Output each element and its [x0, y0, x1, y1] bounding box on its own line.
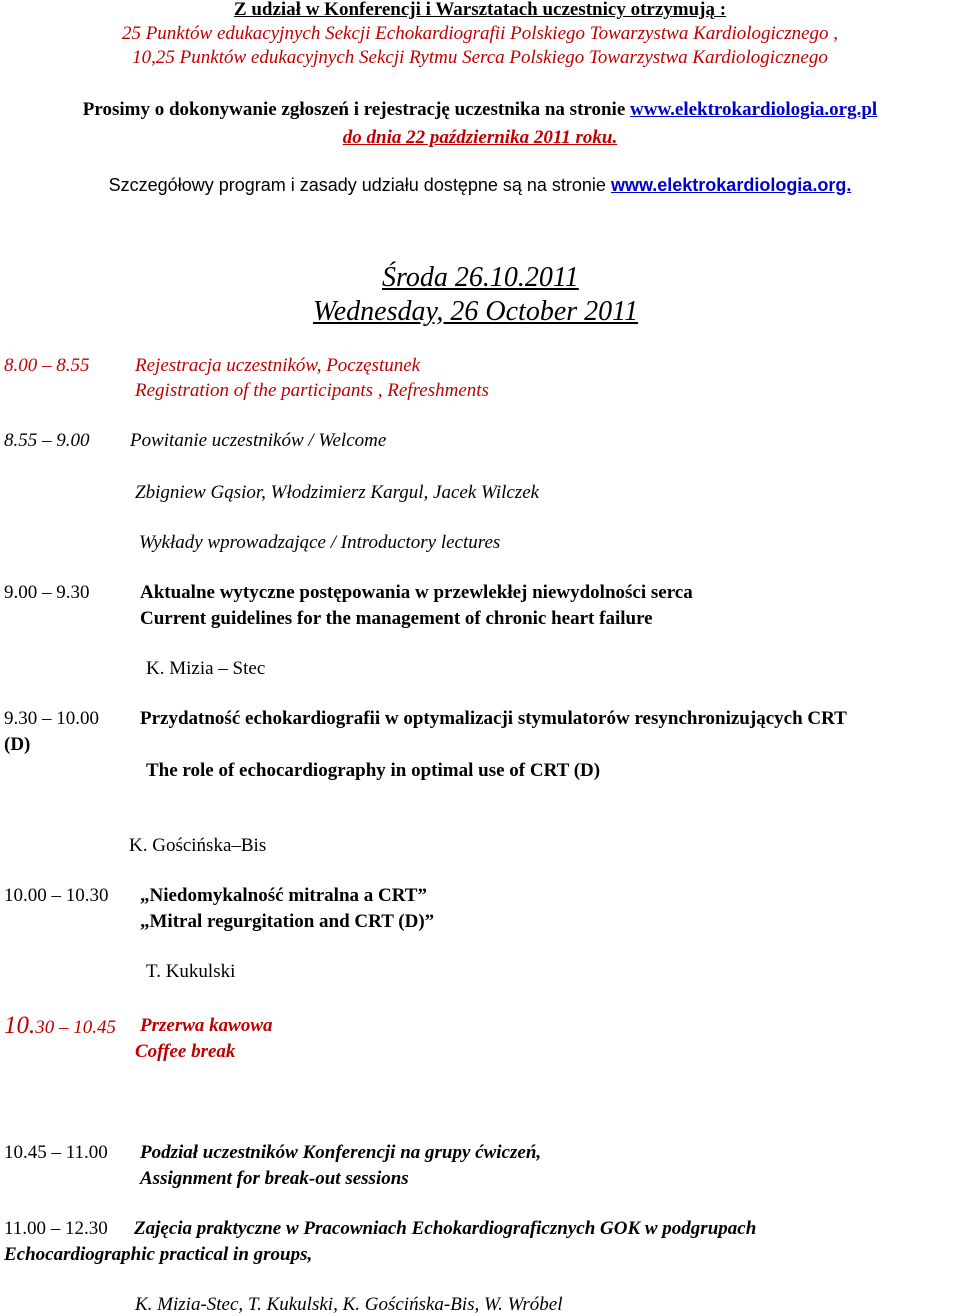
session-speaker-4: K. Gościńska–Bis — [129, 835, 267, 856]
session-time-6 — [4, 1013, 116, 1038]
session-speakers-2: Zbigniew Gąsior, Włodzimierz Kargul, Jacek Wilczek — [135, 482, 540, 503]
points-echo-section: 25 Punktów edukacyjnych Sekcji Echokardiografii Polskiego Towarzystwa Kardiologicznego , — [121, 23, 839, 44]
session-speaker-3: K. Mizia – Stec — [146, 658, 266, 679]
day-heading-pl: Środa 26.10.2011 — [382, 262, 579, 293]
session-title-pl-7: Podział uczestników Konferencji na grupy ćwiczeń, — [140, 1142, 542, 1163]
session-title-en-5: „Mitral regurgitation and CRT (D)” — [140, 911, 435, 932]
header-title: Z udział w Konferencji i Warsztatach uczestnicy otrzymują : — [233, 0, 727, 20]
session-title-en-4: The role of echocardiography in optimal use of CRT (D) — [146, 760, 601, 781]
program-note — [0, 176, 960, 194]
session-title-pl-1: Rejestracja uczestników, Poczęstunek — [135, 355, 421, 376]
session-time-7: 10.45 – 11.00 — [4, 1142, 108, 1163]
session-title-pl-8: Zajęcia praktyczne w Pracowniach Echokardiograficznych GOK w podgrupach — [134, 1218, 757, 1239]
program-text: Szczegółowy program i zasady udziału dostępne są na stronie — [108, 175, 611, 195]
session-title-suffix-4: (D) — [4, 734, 31, 755]
day-heading-en: Wednesday, 26 October 2011 — [313, 296, 639, 327]
session-title-en-3: Current guidelines for the management of chronic heart failure — [140, 608, 653, 629]
points-rhythm-section: 10,25 Punktów edukacyjnych Sekcji Rytmu Serca Polskiego Towarzystwa Kardiologicznego — [132, 47, 828, 68]
session-title-pl-3: Aktualne wytyczne postępowania w przewlekłej niewydolności serca — [140, 582, 693, 603]
session-time-4: 9.30 – 10.00 — [4, 708, 99, 729]
session-time-6-hour: 10. — [4, 1012, 36, 1039]
session-time-8: 11.00 – 12.30 — [4, 1218, 108, 1239]
program-link[interactable]: www.elektrokardiologia.org. — [610, 175, 852, 195]
session-time-3: 9.00 – 9.30 — [4, 582, 90, 603]
registration-link[interactable]: www.elektrokardiologia.org.pl — [630, 99, 878, 120]
session-time-6-rest: 30 – 10.45 — [35, 1017, 116, 1038]
session-title-en-7: Assignment for break-out sessions — [140, 1168, 409, 1189]
session-title-pl-6: Przerwa kawowa — [140, 1015, 273, 1036]
session-title-pl-4: Przydatność echokardiografii w optymalizacji stymulatorów resynchronizujących CRT — [140, 708, 847, 729]
session-title-en-6: Coffee break — [135, 1041, 236, 1062]
registration-text: Prosimy o dokonywanie zgłoszeń i rejestrację uczestnika na stronie — [82, 99, 631, 120]
session-speaker-5: T. Kukulski — [146, 961, 236, 982]
session-speakers-8: K. Mizia-Stec, T. Kukulski, K. Gościńska-Bis, W. Wróbel — [135, 1294, 563, 1315]
session-title-2: Powitanie uczestników / Welcome — [130, 430, 387, 451]
session-title-en-8: Echocardiographic practical in groups, — [4, 1244, 313, 1265]
session-time-5: 10.00 – 10.30 — [4, 885, 109, 906]
registration-deadline: do dnia 22 października 2011 roku. — [342, 127, 618, 148]
session-title-pl-5: „Niedomykalność mitralna a CRT” — [140, 885, 427, 906]
section-heading: Wykłady wprowadzające / Introductory lectures — [139, 532, 501, 553]
session-time-2: 8.55 – 9.00 — [4, 430, 90, 451]
session-title-en-1: Registration of the participants , Refreshments — [135, 380, 489, 401]
registration-note — [0, 100, 960, 119]
session-time-1: 8.00 – 8.55 — [4, 355, 90, 376]
